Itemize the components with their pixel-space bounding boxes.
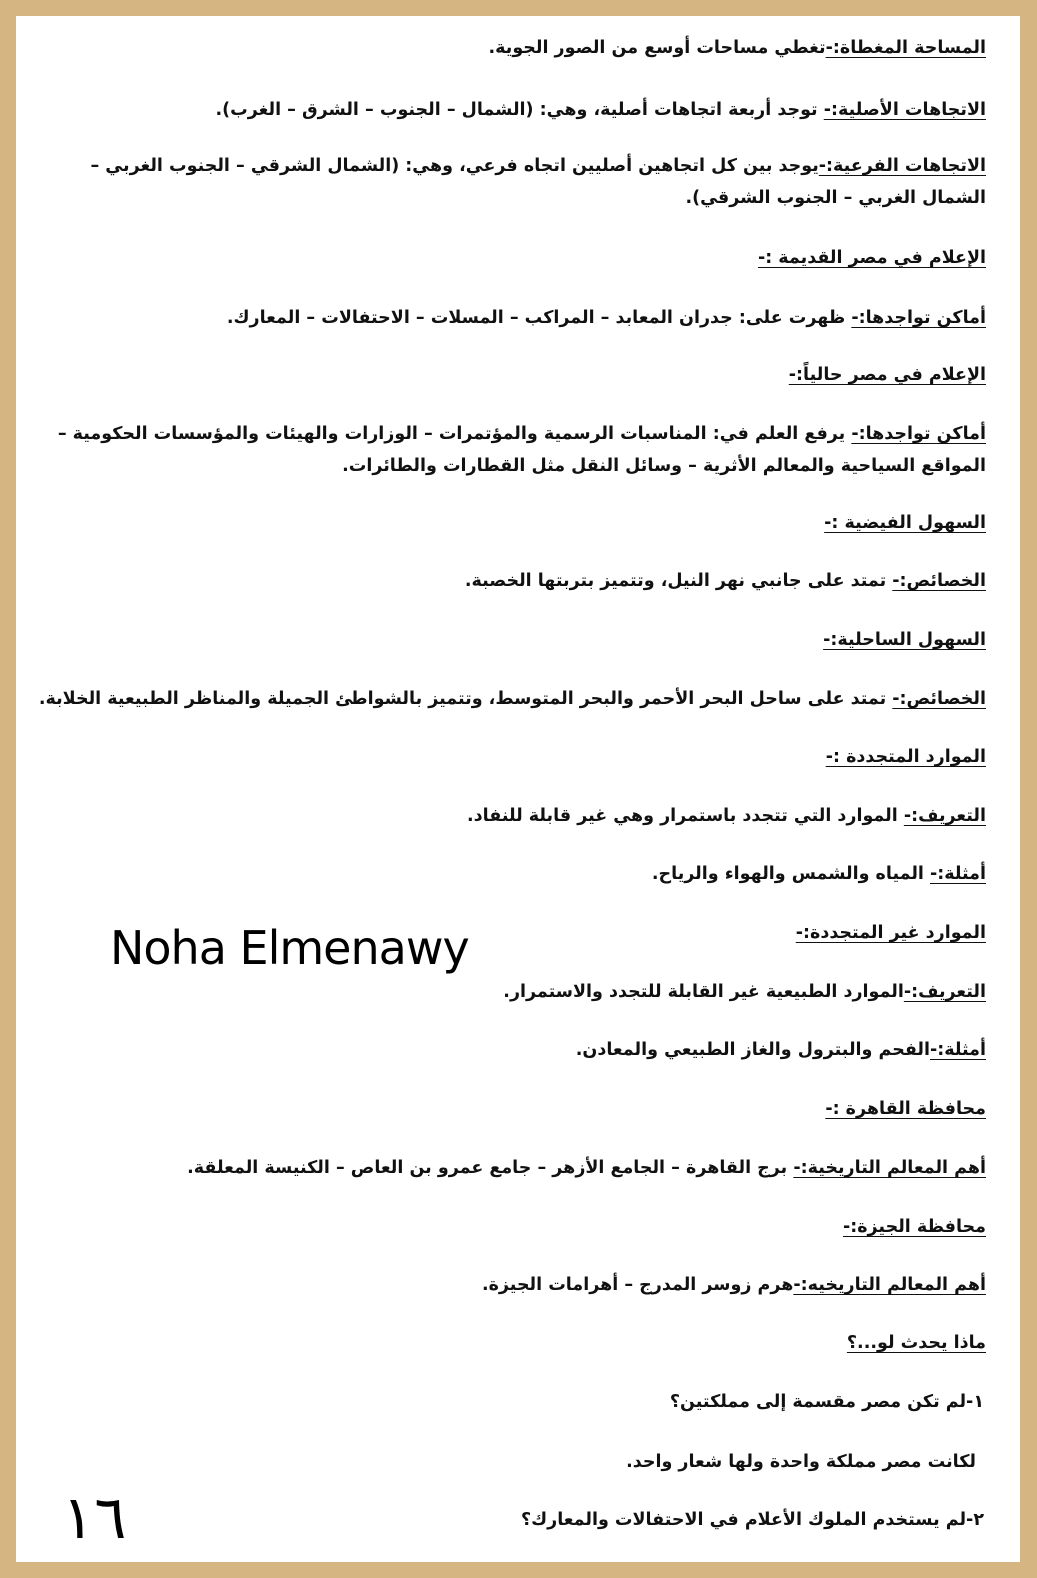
text-line — [24, 976, 986, 1008]
heading-text: الموارد غير المتجددة:- — [795, 923, 986, 943]
term-label: المساحة المغطاة:- — [825, 38, 986, 58]
term-text: ظهرت على: جدران المعابد – المراكب – المسلات – الاحتفالات – المعارك. — [226, 308, 852, 328]
text-line — [24, 1504, 984, 1536]
heading-text: الإعلام في مصر القديمة :- — [757, 248, 986, 268]
text-line — [24, 800, 986, 832]
heading-text: الموارد المتجددة :- — [825, 747, 986, 767]
section-heading — [24, 1211, 986, 1243]
term-label: الاتجاهات الأصلية:- — [823, 100, 986, 120]
section-heading — [24, 1093, 986, 1125]
term-text: توجد أربعة اتجاهات أصلية، وهي: (الشمال – الجنوب – الشرق – الغرب). — [215, 100, 824, 120]
section-heading — [24, 242, 986, 274]
term-text: هرم زوسر المدرج – أهرامات الجيزة. — [481, 1275, 794, 1295]
text-line — [24, 418, 986, 482]
heading-text: السهول الفيضية :- — [824, 513, 986, 533]
page-number: ١٦ — [62, 1483, 127, 1553]
term-label: التعريف:- — [903, 806, 986, 826]
text-line — [24, 858, 986, 890]
text-line — [24, 1446, 976, 1478]
document-body — [16, 16, 1020, 1562]
section-heading — [24, 741, 986, 773]
term-text: ١-لم تكن مصر مقسمة إلى مملكتين؟ — [669, 1392, 984, 1412]
section-heading — [24, 624, 986, 656]
term-text: تغطي مساحات أوسع من الصور الجوية. — [488, 38, 826, 58]
text-line — [24, 150, 986, 214]
term-label: أهم المعالم التاريخية:- — [793, 1158, 986, 1178]
term-label: أمثلة:- — [930, 864, 986, 884]
term-text: تمتد على جانبي نهر النيل، وتتميز بتربتها الخصبة. — [464, 571, 893, 591]
heading-text: ماذا يحدث لو...؟ — [846, 1333, 986, 1353]
term-text: الموارد التي تتجدد باستمرار وهي غير قابلة للنفاد. — [467, 806, 904, 826]
term-label: الاتجاهات الفرعية:- — [818, 156, 986, 176]
term-label: الخصائص:- — [892, 571, 986, 591]
text-line — [24, 565, 986, 597]
heading-text: محافظة الجيزة:- — [842, 1217, 986, 1237]
term-label: أماكن تواجدها:- — [851, 424, 986, 444]
section-heading — [24, 1327, 986, 1359]
section-heading — [24, 507, 986, 539]
term-text: يوجد بين كل اتجاهين أصليين اتجاه فرعي، وهي: (الشمال الشرقي – الجنوب الغربي – الشمال الغربي – الجنوب الشرقي). — [90, 156, 986, 208]
text-line — [24, 302, 986, 334]
term-text: لكانت مصر مملكة واحدة ولها شعار واحد. — [626, 1452, 976, 1472]
section-heading — [24, 359, 986, 391]
term-label: أماكن تواجدها:- — [851, 308, 986, 328]
heading-text: الإعلام في مصر حالياً:- — [788, 365, 986, 385]
term-text: الموارد الطبيعية غير القابلة للتجدد والاستمرار. — [503, 982, 904, 1002]
text-line — [24, 32, 986, 64]
text-line — [24, 1269, 986, 1301]
heading-text: محافظة القاهرة :- — [825, 1099, 986, 1119]
text-line — [24, 94, 986, 126]
term-label: أمثلة:- — [930, 1040, 986, 1060]
document-page — [16, 16, 1020, 1562]
term-text: تمتد على ساحل البحر الأحمر والبحر المتوسط، وتتميز بالشواطئ الجميلة والمناظر الطبيعية الخلابة. — [38, 689, 893, 709]
term-label: أهم المعالم التاريخيه:- — [793, 1275, 986, 1295]
text-line — [24, 1034, 986, 1066]
text-line — [24, 1152, 986, 1184]
term-text: الفحم والبترول والغاز الطبيعي والمعادن. — [575, 1040, 930, 1060]
term-text: ٢-لم يستخدم الملوك الأعلام في الاحتفالات والمعارك؟ — [520, 1510, 984, 1530]
heading-text: السهول الساحلية:- — [823, 630, 986, 650]
watermark: Noha Elmenawy — [110, 921, 469, 975]
term-text: المياه والشمس والهواء والرياح. — [651, 864, 930, 884]
term-label: الخصائص:- — [892, 689, 986, 709]
text-line — [24, 683, 986, 715]
term-label: التعريف:- — [903, 982, 986, 1002]
text-line — [24, 1386, 984, 1418]
term-text: برج القاهرة – الجامع الأزهر – جامع عمرو بن العاص – الكنيسة المعلقة. — [187, 1158, 794, 1178]
term-text: يرفع العلم في: المناسبات الرسمية والمؤتمرات – الوزارات والهيئات والمؤسسات الحكومية – المواقع السياحية والمعالم الأثرية – وسائل النقل مثل القطارات والطائرات. — [57, 424, 986, 476]
